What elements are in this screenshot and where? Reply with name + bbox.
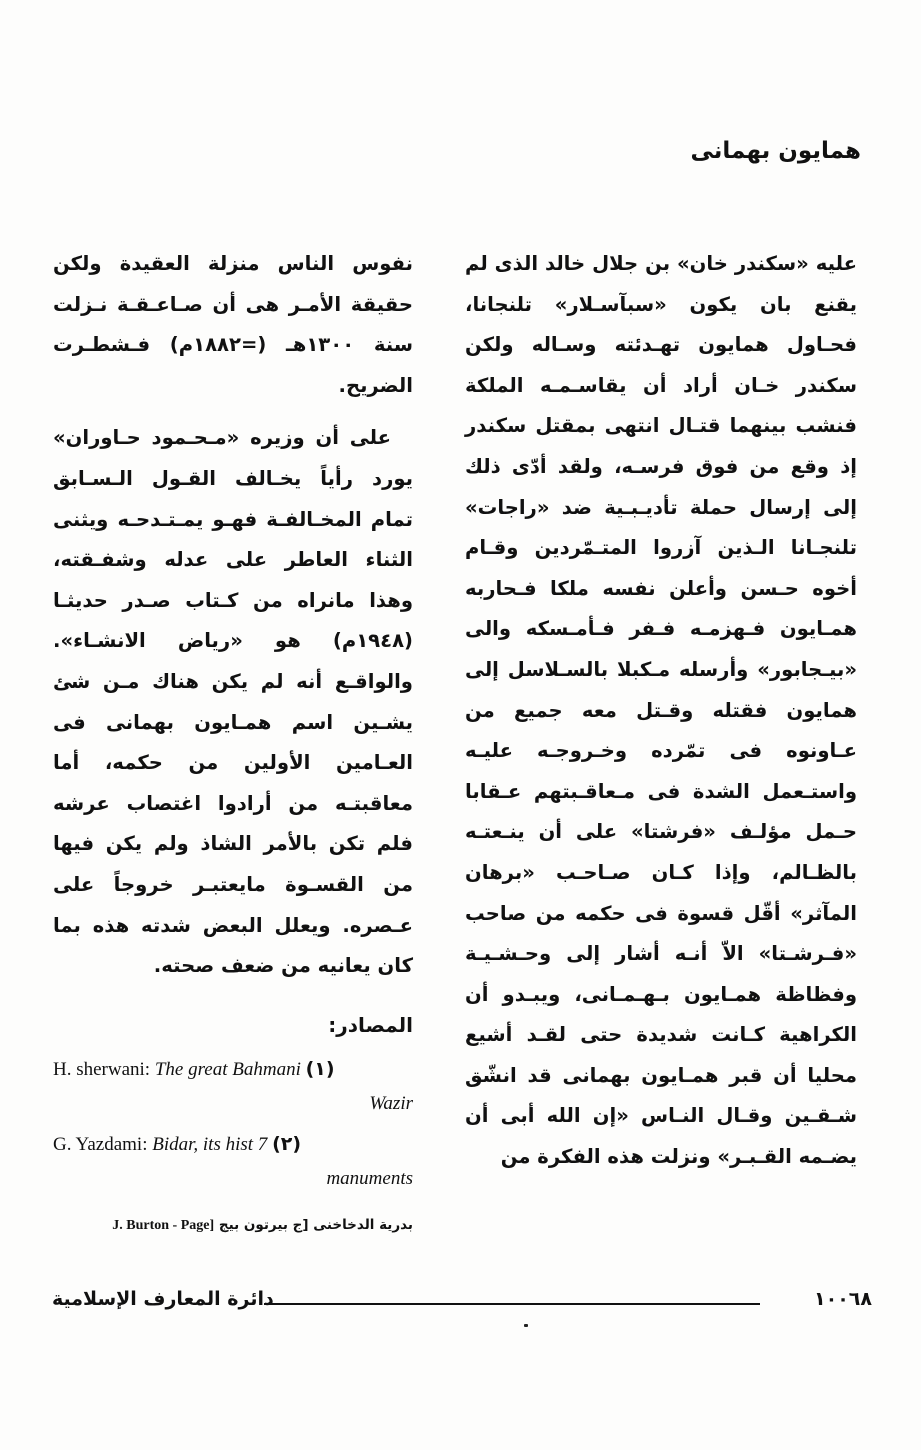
ink-dot bbox=[524, 1324, 528, 1327]
publication-title: دائرة المعارف الإسلامية bbox=[52, 1288, 274, 1310]
left-column bbox=[53, 244, 413, 1238]
running-title: همايون بهمانى bbox=[690, 138, 861, 164]
body-paragraph: نفوس الناس منزلة العقيدة ولكن حقيقة الأمـر هى أن صـاعـقـة نـزلت سنة ١٣٠٠هـ (=١٨٨٢م) فـشطـرت الضريح. bbox=[53, 252, 413, 397]
reference-continuation: Wazir bbox=[369, 1093, 413, 1115]
page-number: ١٠٠٦٨ bbox=[814, 1288, 872, 1310]
reference-title: The great Bahmani bbox=[154, 1059, 301, 1081]
reference-author: G. Yazdami: bbox=[53, 1134, 148, 1156]
body-paragraph: عليه «سكندر خان» بن جلال خالد الذى لم يقنع بان يكون «سبآسـلار» تلنجانا، فحـاول همايون تهـدئته وسـاله ولكن سكندر خـان أراد أن يقاسـمـه الملكة فنشب بينهما قتـال انتهى بمقتل سكندر إذ وقع من فوق فرسـه، ولقد أدّى ذلك إلى إرسال حملة تأديـبـية ضد «راجات» تلنجـانا الـذين آزروا المتـمّردين وقـام أخوه حـسن وأعلن نفسه ملكا فـحاربه همـايون فـهزمـه فـفر فـأمـسكه والى «بيـجابور» وأرسله مـكبلا بالسـلاسل إلى همايون فقتله وقـتل معه جميع من عـاونوه فى تمّرده وخـروجـه عليـه واستـعمل الشدة فى مـعاقـبتهم عـقابا حـمل مؤلـف «فرشتا» على أن ينـعتـه بالظـالم، وإذا كـان صـاحـب «برهان المآثر» أقّل قسوة فى حكمه من صاحب «فـرشـتا» الاّ أنـه أشار إلى وحـشـيـة وفظاظة همـايون بـهـمـانى، ويبـدو أن الكراهية كـانت شديدة حتى لقـد أشيع محليا أن قبر همـايون بهمانى قد انشّق شـقـين وقـال النـاس «إن الله أبى أن يضـمه القـبـر» ونزلت هذه الفكرة من bbox=[465, 252, 857, 1169]
contributor-signature bbox=[53, 1213, 413, 1238]
reference-number: (١) bbox=[305, 1058, 335, 1081]
contributor-arabic: بدرية الدخاخنى [ج بيرتون بيج bbox=[218, 1217, 413, 1234]
reference-title: Bidar, its hist 7 bbox=[152, 1134, 268, 1156]
right-column bbox=[465, 244, 857, 1178]
sources-heading: المصادر: bbox=[328, 1012, 413, 1037]
footer-rule bbox=[264, 1303, 760, 1305]
reference-number: (٢) bbox=[272, 1133, 302, 1156]
page-footer bbox=[52, 1288, 872, 1318]
contributor-latin: J. Burton - Page] bbox=[112, 1218, 215, 1234]
reference-continuation: manuments bbox=[326, 1168, 413, 1190]
reference-entry bbox=[53, 1126, 413, 1163]
reference-author: H. sherwani: bbox=[53, 1059, 151, 1081]
reference-entry bbox=[53, 1051, 413, 1088]
body-paragraph: على أن وزيره «مـحـمود حـاوران» يورد رأياً يخـالف القـول الـسـابق تمام المخـالفـة فهـو يمـتـدحـه ويثنى الثناء العاطر على عدله وشفـقته، وهذا مانراه من كـتاب صـدر حديثـا (١٩٤٨م) هو «رياض الانشـاء». والواقـع أنه لم يكن هناك مـن شئ يشـين اسم همـايون بهمانى فى العـامين الأولين من حكمه، أما معاقبتـه من أرادوا اغتصاب عرشه فلم تكن بالأمر الشاذ ولم يكن فيها من القسـوة مايعتبـر خروجاً على عـصره. ويعلل البعض شدته هذه بما كان يعانيه من ضعف صحته. bbox=[53, 426, 413, 978]
